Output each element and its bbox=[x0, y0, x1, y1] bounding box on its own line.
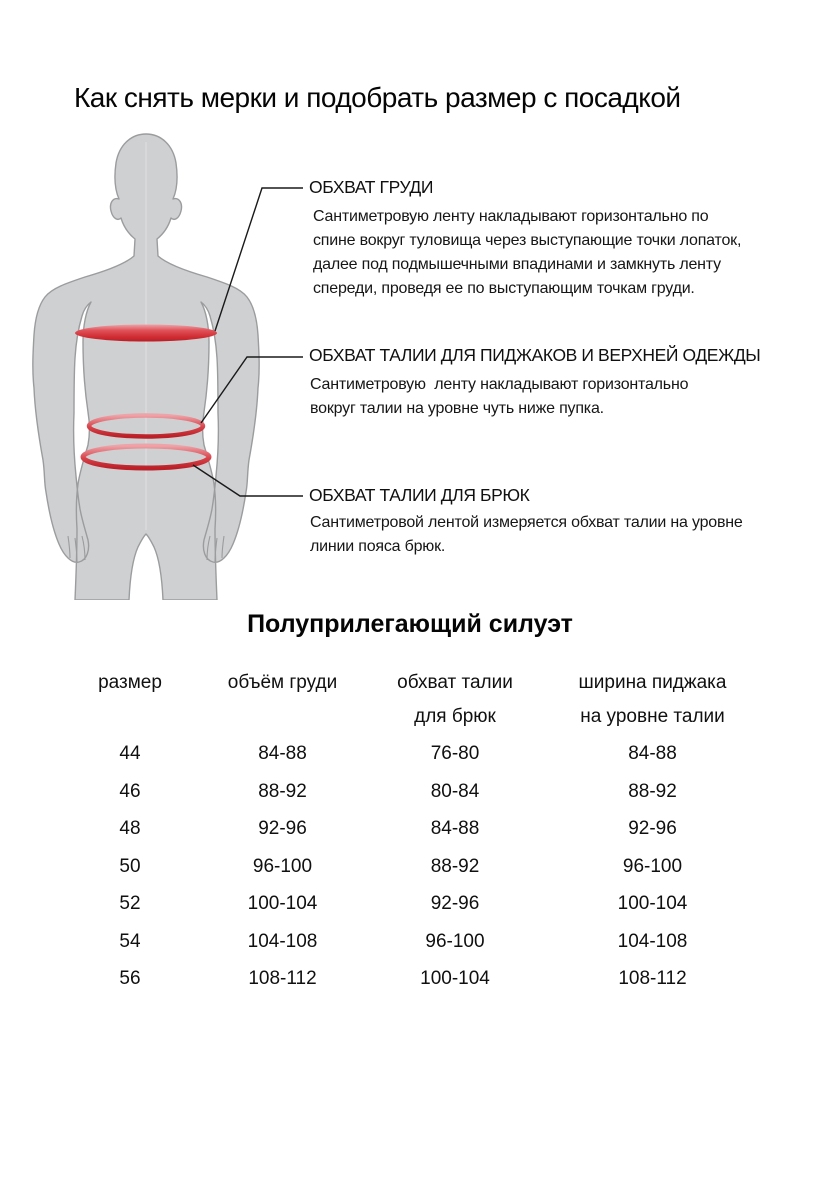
trouser-waist-cell: 76-80 bbox=[430, 743, 480, 764]
trouser-waist-cell: 88-92 bbox=[430, 855, 480, 877]
size-cell: 44 bbox=[119, 743, 141, 764]
description-line: далее под подмышечными впадинами и замкнуть ленту bbox=[313, 256, 721, 273]
chest-cell: 104-108 bbox=[247, 930, 318, 952]
column-header-chest: объём груди bbox=[227, 672, 338, 693]
jacket-width-cell: 92-96 bbox=[628, 818, 677, 839]
size-cell: 56 bbox=[119, 968, 141, 989]
size-table-title: Полуприлегающий силуэт bbox=[247, 610, 573, 638]
chest-band bbox=[75, 325, 217, 342]
jacket-width-cell: 108-112 bbox=[618, 968, 687, 989]
column-header-size: размер bbox=[98, 672, 162, 693]
description-line: линии пояса брюк. bbox=[310, 538, 446, 555]
jacket-width-cell: 104-108 bbox=[617, 930, 688, 952]
jacket-width-cell: 96-100 bbox=[622, 855, 683, 877]
description-line: спине вокруг туловища через выступающие точки лопаток, bbox=[313, 232, 742, 249]
chest-cell: 84-88 bbox=[258, 743, 307, 764]
trouser-waist-cell: 100-104 bbox=[420, 968, 490, 989]
chest-section-heading: ОБХВАТ ГРУДИ bbox=[309, 177, 434, 197]
chest-cell: 92-96 bbox=[258, 818, 307, 839]
size-cell: 52 bbox=[119, 893, 141, 914]
trouser-waist-section-heading: ОБХВАТ ТАЛИИ ДЛЯ БРЮК bbox=[309, 485, 530, 505]
chest-section-description bbox=[313, 205, 741, 301]
chest-cell: 96-100 bbox=[252, 855, 313, 877]
silhouette-svg bbox=[0, 130, 310, 600]
jacket-width-cell: 88-92 bbox=[628, 780, 677, 802]
page-title: Как снять мерки и подобрать размер с посадкой bbox=[74, 82, 681, 113]
description-line: Сантиметровую ленту накладывают горизонтально по bbox=[313, 208, 709, 225]
jacket-width-cell: 84-88 bbox=[628, 743, 677, 764]
jacket-waist-section-description bbox=[310, 373, 688, 421]
body-silhouette-figure bbox=[0, 130, 310, 600]
description-line: Сантиметровую ленту накладывают горизонтально bbox=[310, 376, 689, 393]
chest-cell: 108-112 bbox=[248, 968, 317, 989]
trouser-waist-cell: 92-96 bbox=[430, 893, 480, 914]
description-line: вокруг талии на уровне чуть ниже пупка. bbox=[310, 400, 604, 417]
trouser-waist-cell: 84-88 bbox=[430, 818, 480, 839]
column-header-trouser-waist: обхват талии для брюк bbox=[397, 672, 513, 727]
size-table-header bbox=[60, 666, 760, 734]
jacket-waist-section-heading: ОБХВАТ ТАЛИИ ДЛЯ ПИДЖАКОВ И ВЕРХНЕЙ ОДЕЖДЫ bbox=[309, 345, 761, 365]
trouser-waist-section-description bbox=[310, 511, 743, 559]
size-cell: 46 bbox=[119, 780, 141, 802]
chest-cell: 100-104 bbox=[247, 893, 318, 914]
description-line: Сантиметровой лентой измеряется обхват талии на уровне bbox=[310, 514, 743, 531]
description-line: спереди, проведя ее по выступающим точкам груди. bbox=[313, 280, 695, 297]
size-table-body bbox=[60, 740, 760, 1003]
size-cell: 48 bbox=[119, 818, 141, 839]
chest-cell: 88-92 bbox=[258, 780, 307, 802]
column-header-jacket-width: ширина пиджака на уровне талии bbox=[578, 672, 727, 727]
size-cell: 54 bbox=[119, 930, 141, 952]
size-cell: 50 bbox=[119, 855, 141, 877]
jacket-width-cell: 100-104 bbox=[617, 893, 688, 914]
trouser-waist-cell: 80-84 bbox=[430, 780, 480, 802]
trouser-waist-cell: 96-100 bbox=[425, 930, 485, 952]
